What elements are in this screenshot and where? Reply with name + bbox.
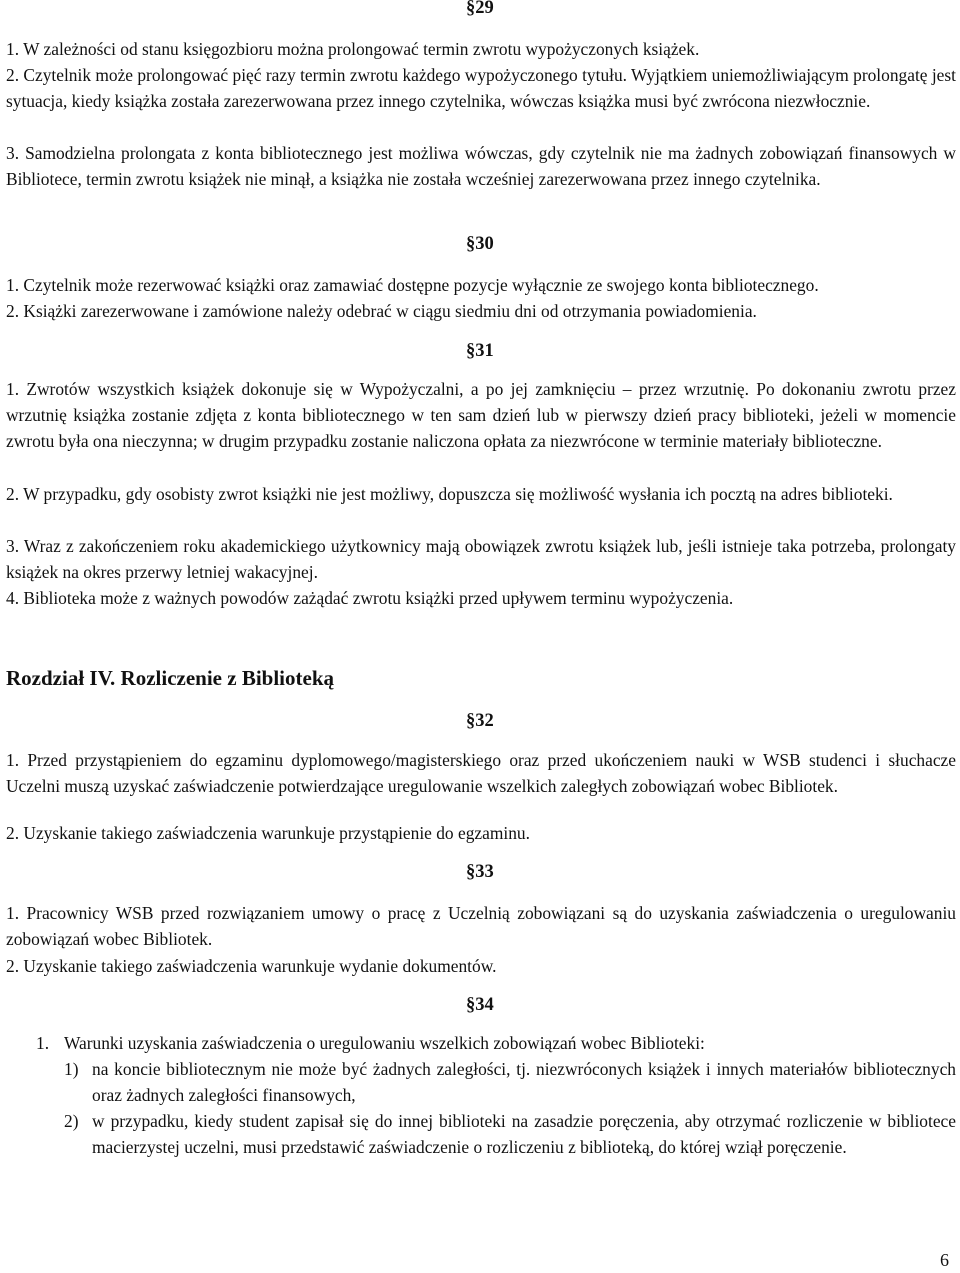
chapter-label: Rozdział IV. bbox=[6, 666, 116, 690]
list-item: na koncie bibliotecznym nie może być żadnych zaległości, tj. niezwróconych książek i innych materiałów bibliotecznych oraz żadnych zaległości finansowych, bbox=[92, 1059, 956, 1105]
section-heading-34: §34 bbox=[466, 995, 494, 1015]
paragraph-33-1: 1. Pracownicy WSB przed rozwiązaniem umowy o pracę z Uczelnią zobowiązani są do uzyskania zaświadczenia o uregulowaniu zobowiązań wobec Bibliotek. bbox=[6, 903, 956, 949]
paragraph-29-1: 1. W zależności od stanu księgozbioru można prolongować termin zwrotu wypożyczonych książek. bbox=[6, 39, 700, 59]
paragraph-31-2: 2. W przypadku, gdy osobisty zwrot książki nie jest możliwy, dopuszcza się możliwość wysłania ich pocztą na adres biblioteki. bbox=[6, 484, 893, 504]
paragraph-31-1: 1. Zwrotów wszystkich książek dokonuje się w Wypożyczalni, a po jej zamknięciu – przez wrzutnię. Po dokonaniu zwrotu przez wrzutnię książka zostanie zdjęta z konta bibliotecznego w ten sam dzień lub w pierwszy dzień pracy biblioteki, jeżeli w momencie zwrotu była ona nieczynna; w drugim przypadku zostanie naliczona opłata za niezwrócone w terminie materiały biblioteczne. bbox=[6, 379, 956, 451]
section-heading-32: §32 bbox=[466, 711, 494, 731]
paragraph-29-3: 3. Samodzielna prolongata z konta bibliotecznego jest możliwa wówczas, gdy czytelnik nie ma żadnych zobowiązań finansowych w Bibliotece, termin zwrotu książek nie minął, a książka nie została wcześniej zarezerwowana przez innego czytelnika. bbox=[6, 143, 956, 189]
paragraph-30-1: 1. Czytelnik może rezerwować książki oraz zamawiać dostępne pozycje wyłącznie ze swojego konta bibliotecznego. bbox=[6, 275, 819, 295]
section-heading-31: §31 bbox=[466, 341, 494, 361]
section-heading-29: §29 bbox=[466, 0, 494, 18]
list-item-number: 2) bbox=[64, 1111, 79, 1131]
paragraph-32-2: 2. Uzyskanie takiego zaświadczenia warunkuje przystąpienie do egzaminu. bbox=[6, 823, 530, 843]
section-heading-30: §30 bbox=[466, 234, 494, 254]
paragraph-32-1: 1. Przed przystąpieniem do egzaminu dyplomowego/magisterskiego oraz przed ukończeniem nauki w WSB studenci i słuchacze Uczelni muszą uzyskać zaświadczenie potwierdzające uregulowanie wszelkich zaległych zobowiązań wobec Bibliotek. bbox=[6, 750, 956, 796]
list-item-number: 1) bbox=[64, 1059, 79, 1079]
paragraph-30-2: 2. Książki zarezerwowane i zamówione należy odebrać w ciągu siedmiu dni od otrzymania powiadomienia. bbox=[6, 301, 757, 321]
page-number: 6 bbox=[940, 1250, 949, 1270]
list-item: w przypadku, kiedy student zapisał się do innej biblioteki na zasadzie poręczenia, aby otrzymać rozliczenie w bibliotece macierzystej uczelni, musi przedstawić zaświadczenie o rozliczeniu z biblioteką, do której wziął poręczenie. bbox=[92, 1111, 956, 1157]
paragraph-31-3: 3. Wraz z zakończeniem roku akademickiego użytkownicy mają obowiązek zwrotu książek lub, jeśli istnieje taka potrzeba, prolongaty książek na okres przerwy letniej wakacyjnej. bbox=[6, 536, 956, 582]
paragraph-31-4: 4. Biblioteka może z ważnych powodów zażądać zwrotu książki przed upływem terminu wypożyczenia. bbox=[6, 588, 734, 608]
section-heading-33: §33 bbox=[466, 862, 494, 882]
paragraph-29-2: 2. Czytelnik może prolongować pięć razy termin zwrotu każdego wypożyczonego tytułu. Wyjątkiem uniemożliwiającym prolongatę jest sytuacja, kiedy książka została zarezerwowana przez innego czytelnika, wówczas książka musi być zwrócona niezwłocznie. bbox=[6, 65, 956, 111]
paragraph-33-2: 2. Uzyskanie takiego zaświadczenia warunkuje wydanie dokumentów. bbox=[6, 956, 497, 976]
paragraph-34-text: Warunki uzyskania zaświadczenia o uregulowaniu wszelkich zobowiązań wobec Biblioteki: bbox=[64, 1033, 705, 1053]
chapter-title: Rozliczenie z Biblioteką bbox=[115, 666, 335, 690]
paragraph-34-number: 1. bbox=[36, 1033, 50, 1053]
chapter-heading bbox=[6, 664, 334, 692]
